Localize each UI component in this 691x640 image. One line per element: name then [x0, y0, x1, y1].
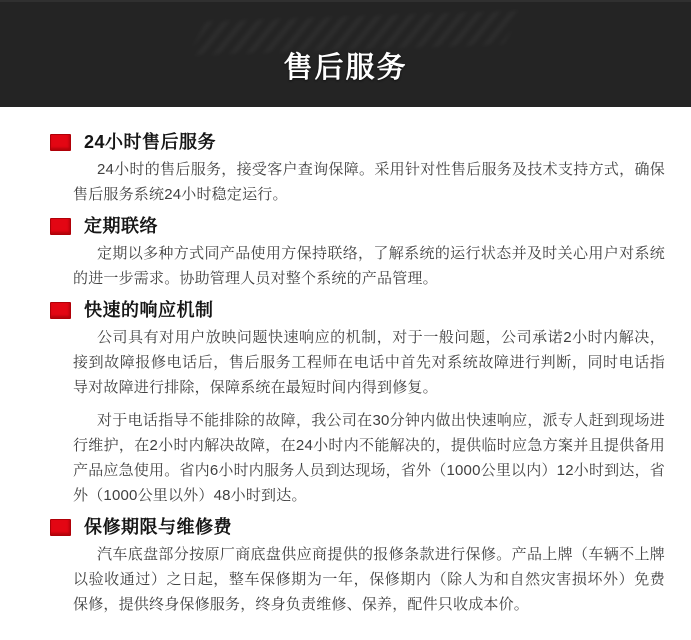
- section-heading-row: [50, 516, 665, 538]
- service-section: [50, 299, 665, 508]
- watermark-smudge: [188, 11, 522, 56]
- section-body: [73, 325, 665, 508]
- section-heading: 保修期限与维修费: [84, 517, 232, 537]
- sections-list: [50, 131, 665, 617]
- page-banner: [0, 0, 691, 107]
- section-paragraph: 对于电话指导不能排除的故障，我公司在30分钟内做出快速响应，派专人赶到现场进行维护，在2小时内解决故障，在24小时内不能解决的，提供临时应急方案并且提供备用产品应急使用。省内6小时内服务人员到达现场，省外（1000公里以内）12小时到达，省外（1000公里以外）48小时到达。: [73, 412, 665, 504]
- section-paragraph: 定期以多种方式同产品使用方保持联络，了解系统的运行状态并及时关心用户对系统的进一步需求。协助管理人员对整个系统的产品管理。: [73, 245, 665, 287]
- section-heading-row: [50, 131, 665, 153]
- section-heading-row: [50, 215, 665, 237]
- page-title: 售后服务: [283, 52, 408, 84]
- section-body: [73, 157, 665, 207]
- service-section: [50, 215, 665, 291]
- section-paragraph: 公司具有对用户放映问题快速响应的机制，对于一般问题，公司承诺2小时内解决，接到故障报修电话后，售后服务工程师在电话中首先对系统故障进行判断，同时电话指导对故障进行排除，保障系统在最短时间内得到修复。: [73, 329, 665, 396]
- section-heading: 快速的响应机制: [84, 300, 214, 320]
- section-heading: 24小时售后服务: [84, 132, 217, 152]
- red-square-bullet-icon: [50, 302, 71, 319]
- service-section: [50, 516, 665, 617]
- section-heading-row: [50, 299, 665, 321]
- section-heading: 定期联络: [84, 216, 158, 236]
- service-section: [50, 131, 665, 207]
- section-paragraph: 汽车底盘部分按原厂商底盘供应商提供的报修条款进行保修。产品上牌（车辆不上牌以验收通过）之日起，整车保修期为一年，保修期内（除人为和自然灾害损坏外）免费保修，提供终身保修服务，终身负责维修、保养，配件只收成本价。: [73, 546, 665, 613]
- section-body: [73, 241, 665, 291]
- section-paragraph: 24小时的售后服务，接受客户查询保障。采用针对性售后服务及技术支持方式，确保售后服务系统24小时稳定运行。: [73, 161, 665, 203]
- red-square-bullet-icon: [50, 218, 71, 235]
- red-square-bullet-icon: [50, 519, 71, 536]
- after-sales-content: [0, 131, 691, 617]
- section-body: [73, 542, 665, 617]
- red-square-bullet-icon: [50, 134, 71, 151]
